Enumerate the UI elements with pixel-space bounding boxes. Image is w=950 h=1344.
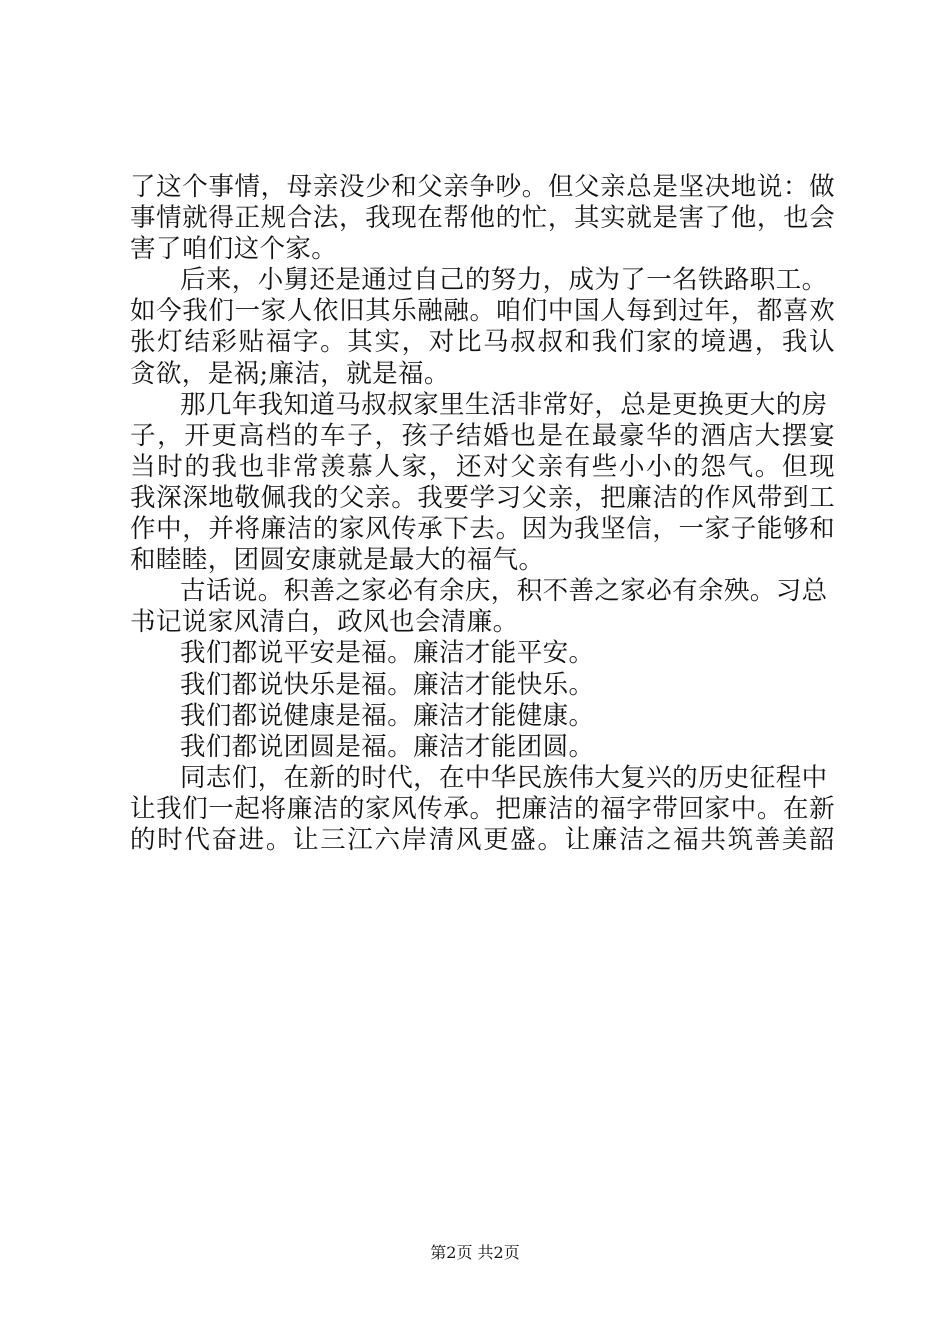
page-footer: 第2页 共2页 <box>430 1243 520 1262</box>
text-line: 那几年我知道马叔叔家里生活非常好，总是更换更大的房 <box>180 389 828 420</box>
text-line: 书记说家风清白，政风也会清廉。 <box>130 607 519 638</box>
text-line: 后来，小舅还是通过自己的努力，成为了一名铁路职工。 <box>180 265 828 296</box>
text-line: 了这个事情，母亲没少和父亲争吵。但父亲总是坚决地说：做 <box>130 172 835 202</box>
text-line: 作中，并将廉洁的家风传承下去。因为我坚信，一家子能够和 <box>130 514 835 545</box>
text-line: 我们都说快乐是福。廉洁才能快乐。 <box>180 669 595 700</box>
text-line: 让我们一起将廉洁的家风传承。把廉洁的福字带回家中。在新 <box>130 793 835 824</box>
text-line: 事情就得正规合法，我现在帮他的忙，其实就是害了他，也会 <box>130 203 835 234</box>
body-text <box>130 172 835 856</box>
text-line: 同志们，在新的时代，在中华民族伟大复兴的历史征程中 <box>180 762 828 793</box>
text-line: 我们都说平安是福。廉洁才能平安。 <box>180 638 595 669</box>
text-line: 如今我们一家人依旧其乐融融。咱们中国人每到过年，都喜欢 <box>130 296 835 327</box>
text-line: 和睦睦，团圆安康就是最大的福气。 <box>130 545 545 576</box>
text-line: 当时的我也非常羡慕人家，还对父亲有些小小的怨气。但现 <box>130 451 835 482</box>
text-line: 古话说。积善之家必有余庆，积不善之家必有余殃。习总 <box>180 576 828 607</box>
text-line: 害了咱们这个家。 <box>130 234 338 265</box>
text-line: 我们都说健康是福。廉洁才能健康。 <box>180 700 595 731</box>
text-line: 贪欲，是祸;廉洁，就是福。 <box>130 358 450 389</box>
text-line: 我们都说团圆是福。廉洁才能团圆。 <box>180 731 595 762</box>
text-line: 的时代奋进。让三江六岸清风更盛。让廉洁之福共筑善美韶 <box>130 824 835 855</box>
text-line: 张灯结彩贴福字。其实，对比马叔叔和我们家的境遇，我认 <box>130 327 835 358</box>
text-line: 我深深地敬佩我的父亲。我要学习父亲，把廉洁的作风带到工 <box>130 482 835 513</box>
text-line: 子，开更高档的车子，孩子结婚也是在最豪华的酒店大摆宴 <box>130 420 835 451</box>
